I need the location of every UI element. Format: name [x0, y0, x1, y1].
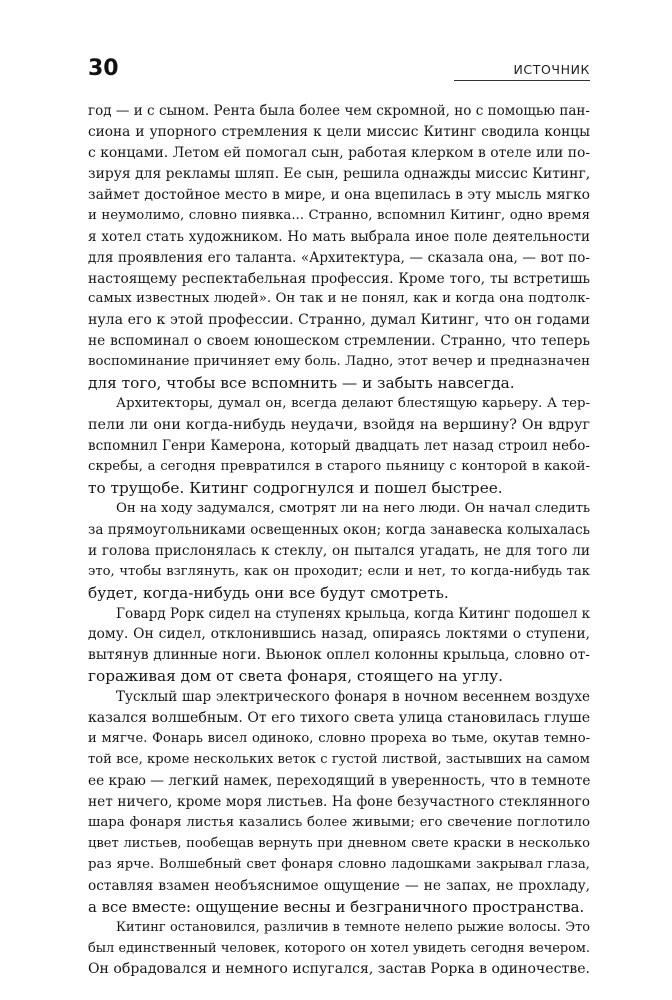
text-line: год — и с сыном. Рента была более чем скромной, но с помощью пан-	[88, 103, 590, 119]
text-line: Говард Рорк сидел на ступенях крыльца, когда Китинг подошел к	[116, 605, 590, 622]
running-head-title: ИСТОЧНИК	[513, 62, 590, 77]
text-line: дому. Он сидел, отклонившись назад, опираясь локтями о ступени,	[88, 626, 590, 643]
text-line: настоящему респектабельная профессия. Кроме того, ты встретишь	[88, 270, 590, 287]
paragraph	[88, 918, 590, 981]
text-line: для того, чтобы все вспомнить — и забыть навсегда.	[88, 374, 515, 393]
text-line: вспомнил Генри Камерона, который двадцать лет назад строил небо-	[88, 438, 590, 454]
paragraph	[88, 101, 590, 394]
text-line: для проявления его таланта. «Архитектура, — сказала она, — вот по-	[88, 249, 590, 266]
text-line: воспоминание причиняет ему боль. Ладно, этот вечер и предназначен	[88, 354, 590, 370]
text-line: я хотел стать художником. Но мать выбрала иное поле деятельности	[88, 228, 590, 245]
header-rule	[454, 80, 590, 81]
text-line: не вспоминал о своем юношеском стремлении. Странно, что теперь	[88, 333, 590, 350]
paragraph	[88, 394, 590, 499]
page-number: 30	[88, 56, 119, 81]
text-line: нула его к этой профессии. Странно, думал Китинг, что он годами	[88, 312, 590, 329]
text-line: Тусклый шар электрического фонаря в ночном весеннем воздухе	[116, 689, 590, 706]
text-line: нет ничего, кроме моря листьев. На фоне безучастного стеклянного	[88, 793, 590, 810]
text-line: гораживая дом от света фонаря, стоящего на углу.	[88, 667, 503, 686]
body-text	[88, 101, 590, 980]
text-line: и голова прислонялась к стеклу, он пытался угадать, не для того ли	[88, 542, 590, 559]
text-line: с концами. Летом ей помогал сын, работая клерком в отеле или по-	[88, 144, 590, 161]
text-line: вытянув длинные ноги. Вьюнок оплел колонны крыльца, словно от-	[88, 647, 590, 664]
text-line: зируя для рекламы шляп. Ее сын, решила однажды миссис Китинг,	[88, 165, 590, 182]
text-line: казался волшебным. От его тихого света улица становилась глуше	[88, 710, 590, 727]
text-line: пели ли они когда-нибудь неудачи, взойдя на вершину? Он вдруг	[88, 417, 590, 434]
text-line: а все вместе: ощущение весны и безграничного пространства.	[88, 897, 585, 916]
text-line: скребы, а сегодня превратился в старого пьяницу с конторой в какой-	[88, 458, 590, 474]
text-line: будет, когда-нибудь они все будут смотреть.	[88, 583, 449, 602]
text-line: оставляя взамен необъяснимое ощущение — не запах, не прохладу,	[88, 877, 590, 894]
text-line: шара фонаря листья казались более живыми; его свечение поглотило	[88, 814, 590, 830]
text-line: той все, кроме нескольких веток с густой листвой, застывших на самом	[88, 752, 590, 768]
text-line: раз ярче. Волшебный свет фонаря словно ладошками закрывал глаза,	[88, 856, 590, 872]
paragraph	[88, 687, 590, 917]
text-line: сиона и упорного стремления к цели миссис Китинг сводила концы	[88, 123, 590, 140]
text-line: займет достойное место в мире, и она вцепилась в эту мысль мягко	[88, 186, 590, 203]
text-line: за прямоугольниками освещенных окон; когда занавеска колыхалась	[88, 521, 590, 538]
paragraph	[88, 604, 590, 688]
text-line: Китинг остановился, различив в темноте нелепо рыжие волосы. Это	[116, 919, 590, 935]
text-line: и мягче. Фонарь висел одиноко, словно прореха во тьме, окутав темно-	[88, 731, 590, 747]
paragraph	[88, 499, 590, 604]
text-line: то трущобе. Китинг содрогнулся и пошел быстрее.	[88, 478, 503, 497]
text-line: ее краю — легкий намек, переходящий в уверенность, что в темноте	[88, 773, 590, 789]
text-line: Архитекторы, думал он, всегда делают блестящую карьеру. А тер-	[116, 396, 590, 412]
text-line: Он обрадовался и немного испугался, застав Рорка в одиночестве.	[88, 961, 590, 978]
text-line: самых известных людей». Он так и не понял, как и когда она подтолк-	[88, 291, 590, 307]
text-line: это, чтобы взглянуть, как он проходит; если и нет, то когда-нибудь так	[88, 563, 590, 579]
text-line: цвет листьев, пообещав вернуть при дневном свете краски в несколько	[88, 835, 590, 851]
text-line: был единственный человек, которого он хотел увидеть сегодня вечером.	[88, 940, 590, 956]
text-line: Он на ходу задумался, смотрят ли на него люди. Он начал следить	[116, 500, 590, 516]
text-line: и неумолимо, словно пиявка... Странно, вспомнил Китинг, одно время	[88, 207, 590, 223]
